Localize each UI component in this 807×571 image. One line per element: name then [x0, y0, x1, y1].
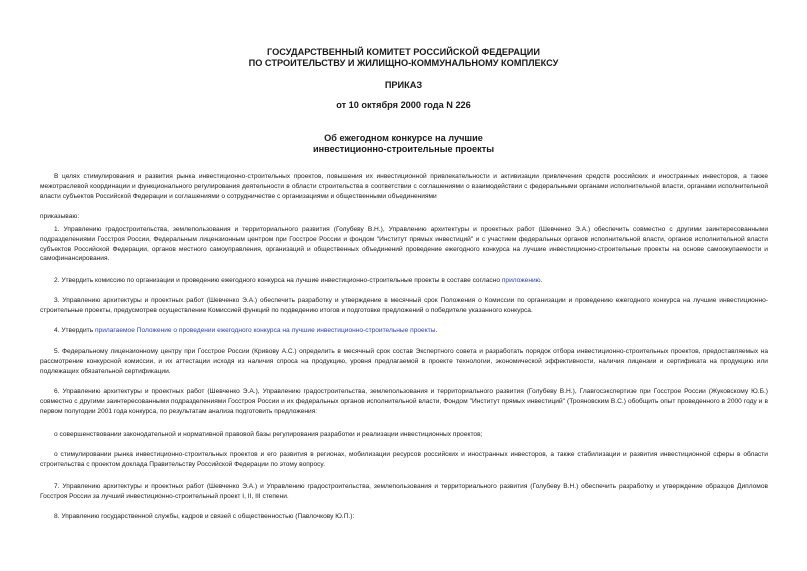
paragraph-6: 6. Управлению архитектуры и проектных работ (Шевченко Э.А.), Управлению градостроительства, землепользования и территориального развития (Голубеву В.Н.), Главгосэкспертизе при Госстрое России (Жуковскому Ю.Б.) совместно с другими заинтересованными подразделениями Госстроя России и их федеральных органов исполнительной власти, Фондом "Институт прямых инвестиций" (Трояновским В.С.) обобщить опыт проведенного в 2000 году и в первом полугодии 2001 года конкурса, по результатам анализа подготовить предложения:: [40, 388, 768, 415]
paragraph-4-text: 4. Утвердить: [54, 327, 95, 334]
preamble-paragraph: В целях стимулирования и развития рынка инвестиционно-строительных проектов, повышения их инвестиционной привлекательности и активизации привлечения средств российских и иностранных инвесторов, а также межотраслевой координации и функционального регулирования деятельности в области строительства в соответствии с соглашениями о взаимодействии с федеральными органами исполнительной власти, органами исполнительной власти субъектов Российской Федерации и соглашениями о сотрудничестве с организациями и общественными объединениями: [40, 173, 768, 200]
doc-date-number: от 10 октября 2000 года N 226: [336, 100, 471, 110]
doc-type: ПРИКАЗ: [384, 80, 423, 90]
org-title-line2: ПО СТРОИТЕЛЬСТВУ И ЖИЛИЩНО-КОММУНАЛЬНОМУ КОМПЛЕКСУ: [248, 58, 559, 68]
paragraph-5: 5. Федеральному лицензионному центру при Госстрое России (Кривову А.С.) определить в месячный срок состав Экспертного совета и разработать порядок отбора инвестиционно-строительных проектов, предоставляемых на рассмотрение конкурсной комиссии, и их аттестации исходя из наличия спроса на продукцию, уровня предлагаемой в проекте технологии, экономической эффективности, наличия лицензии и сертификата на продукцию или подлежащих обязательной сертификации.: [40, 348, 768, 375]
paragraph-1: 1. Управлению градостроительства, землепользования и территориального развития (Голубеву В.Н.), Управлению архитектуры и проектных работ (Шевченко Э.А.) обеспечить совместно с другими заинтересованными подразделениями Госстроя России, Федеральным лицензионным центром при Госстрое России и фондом "Институт прямых инвестиций" и с участием федеральных органов исполнительной власти, органов исполнительной власти субъектов Российской Федерации, органов местного самоуправления, организаций и общественных объединений проведение ежегодного конкурса на лучшие инвестиционно-строительные проекты на основе самоокупаемости и самофинансирования.: [40, 226, 768, 263]
paragraph-8: 8. Управлению государственной службы, кадров и связей с общественностью (Павлочкову Ю.П.):: [54, 513, 355, 520]
order-word: приказываю:: [40, 213, 80, 220]
paragraph-2: [40, 276, 768, 286]
doc-subject-line1: Об ежегодном конкурсе на лучшие: [324, 133, 483, 143]
paragraph-6a: о совершенствовании законодательной и нормативной правовой базы регулирования разработки и реализации инвестиционных проектов;: [54, 431, 483, 438]
paragraph-3: 3. Управлению архитектуры и проектных работ (Шевченко Э.А.) обеспечить разработку и утверждение в месячный срок Положения о Комиссии по организации и проведению ежегодного конкурса на лучшие инвестиционно-строительные проекты, предусмотрев осуществление Комиссией функций по подведению итогов и подготовке предложений о победителе указанного конкурса.: [40, 297, 768, 314]
paragraph-7: 7. Управлению архитектуры и проектных работ (Шевченко Э.А.) и Управлению градостроительства, землепользования и территориального развития (Голубеву В.Н.) обеспечить разработку и утверждение образцов Дипломов Госстроя России за лучший инвестиционно-строительный проект I, II, III степени.: [40, 483, 768, 500]
doc-subject-line2: инвестиционно-строительные проекты: [312, 144, 495, 154]
org-title-line1: ГОСУДАРСТВЕННЫЙ КОМИТЕТ РОССИЙСКОЙ ФЕДЕРАЦИИ: [267, 47, 540, 57]
paragraph-4: [40, 326, 768, 336]
paragraph-6b: о стимулировании рынка инвестиционно-строительных проектов и его развития в регионах, мобилизации ресурсов российских и иностранных инвесторов, а также стабилизации и развития инвестиционной сферы в области строительства с проектом доклада Правительству Российской Федерации по этому вопросу.: [40, 451, 768, 468]
paragraph-4-end: .: [435, 327, 438, 334]
paragraph-2-text: 2. Утвердить комиссию по организации и проведению ежегодного конкурса на лучшие инвестиционно-строительные проекты в составе согласно: [54, 277, 502, 284]
regulation-link[interactable]: прилагаемое Положение о проведении ежегодного конкурса на лучшие инвестиционно-строительные проекты: [94, 327, 436, 334]
appendix-link[interactable]: приложению: [501, 277, 541, 284]
paragraph-2-end: .: [540, 277, 543, 284]
